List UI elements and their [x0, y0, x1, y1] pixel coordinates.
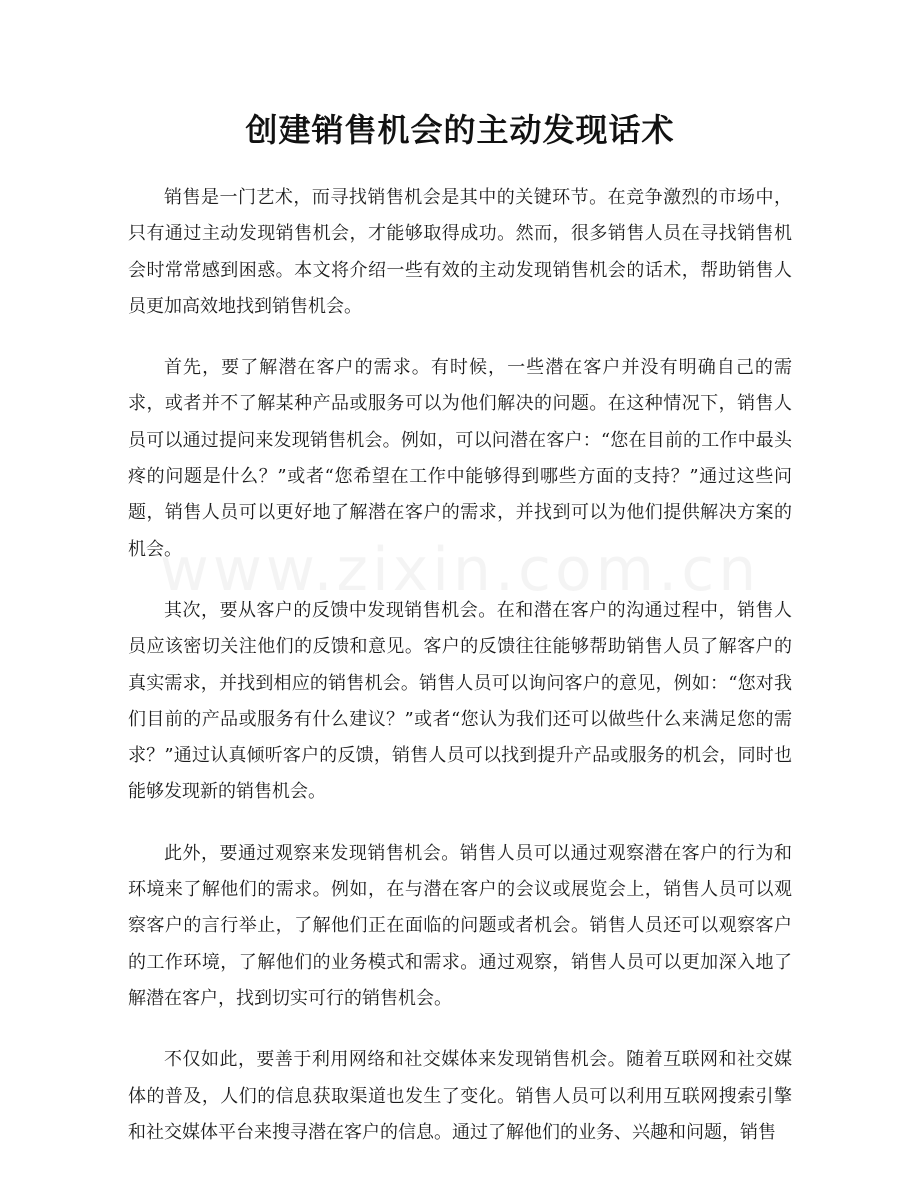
- paragraph-4: 此外，要通过观察来发现销售机会。销售人员可以通过观察潜在客户的行为和环境来了解他们的需求。例如，在与潜在客户的会议或展览会上，销售人员可以观察客户的言行举止，了解他们正在面临的问题或者机会。销售人员还可以观察客户的工作环境，了解他们的业务模式和需求。通过观察，销售人员可以更加深入地了解潜在客户，找到切实可行的销售机会。: [128, 842, 792, 1009]
- document-body: [128, 180, 792, 1176]
- paragraph-5: 不仅如此，要善于利用网络和社交媒体来发现销售机会。随着互联网和社交媒体的普及，人们的信息获取渠道也发生了变化。销售人员可以利用互联网搜索引擎和社交媒体平台来搜寻潜在客户的信息。通过了解他们的业务、兴趣和问题，销售: [128, 1049, 792, 1143]
- paragraph-3: 其次，要从客户的反馈中发现销售机会。在和潜在客户的沟通过程中，销售人员应该密切关注他们的反馈和意见。客户的反馈往往能够帮助销售人员了解客户的真实需求，并找到相应的销售机会。销售人员可以询问客户的意见，例如：“您对我们目前的产品或服务有什么建议？”或者“您认为我们还可以做些什么来满足您的需求？”通过认真倾听客户的反馈，销售人员可以找到提升产品或服务的机会，同时也能够发现新的销售机会。: [128, 599, 792, 803]
- paragraph-2: 首先，要了解潜在客户的需求。有时候，一些潜在客户并没有明确自己的需求，或者并不了解某种产品或服务可以为他们解决的问题。在这种情况下，销售人员可以通过提问来发现销售机会。例如，可以问潜在客户：“您在目前的工作中最头疼的问题是什么？”或者“您希望在工作中能够得到哪些方面的支持？”通过这些问题，销售人员可以更好地了解潜在客户的需求，并找到可以为他们提供解决方案的机会。: [128, 357, 792, 560]
- paragraph-1: 销售是一门艺术，而寻找销售机会是其中的关键环节。在竞争激烈的市场中，只有通过主动发现销售机会，才能够取得成功。然而，很多销售人员在寻找销售机会时常常感到困惑。本文将介绍一些有效的主动发现销售机会的话术，帮助销售人员更加高效地找到销售机会。: [128, 187, 792, 317]
- document-title: 创建销售机会的主动发现话术: [245, 111, 675, 149]
